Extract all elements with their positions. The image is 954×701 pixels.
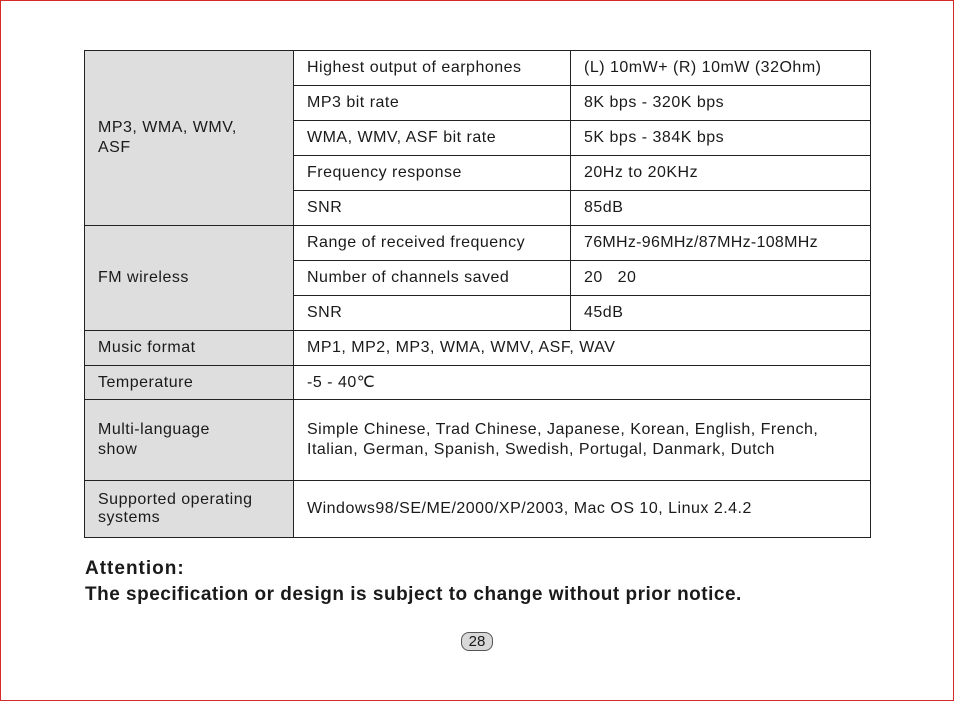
spec-value: 5K bps - 384K bps xyxy=(571,121,871,156)
spec-value-text: Simple Chinese, Trad Chinese, Japanese, Korean, English, French, Italian, German, Spanish, Swedish, Portugal, Danmark, Dutch xyxy=(307,421,819,458)
category-label: MP3, WMA, WMV, ASF xyxy=(98,119,237,156)
spec-label: Music format xyxy=(85,331,294,366)
attention-notice: The specification or design is subject to change without prior notice. xyxy=(85,584,742,605)
spec-label: Temperature xyxy=(85,366,294,400)
table-row xyxy=(85,481,871,538)
specification-table xyxy=(84,50,871,538)
spec-value: (L) 10mW+ (R) 10mW (32Ohm) xyxy=(571,51,871,86)
attention-heading: Attention: xyxy=(85,558,185,579)
table-row xyxy=(85,331,871,366)
spec-value: MP1, MP2, MP3, WMA, WMV, ASF, WAV xyxy=(294,331,871,366)
table-row xyxy=(85,51,871,86)
spec-label: SNR xyxy=(294,191,571,226)
spec-label: WMA, WMV, ASF bit rate xyxy=(294,121,571,156)
spec-label: MP3 bit rate xyxy=(294,86,571,121)
spec-label: Number of channels saved xyxy=(294,261,571,296)
spec-label: Highest output of earphones xyxy=(294,51,571,86)
spec-label: SNR xyxy=(294,296,571,331)
page-number: 28 xyxy=(461,632,493,651)
category-label: FM wireless xyxy=(98,269,189,286)
category-audio xyxy=(85,51,294,226)
spec-value: 8K bps - 320K bps xyxy=(571,86,871,121)
table-row xyxy=(85,366,871,400)
spec-value: -5 - 40℃ xyxy=(294,366,871,400)
spec-value: 76MHz-96MHz/87MHz-108MHz xyxy=(571,226,871,261)
spec-value: 85dB xyxy=(571,191,871,226)
spec-label-text: Multi-language show xyxy=(98,421,210,458)
category-fm xyxy=(85,226,294,331)
spec-value: 20 20 xyxy=(571,261,871,296)
spec-label xyxy=(85,481,294,538)
spec-label: Frequency response xyxy=(294,156,571,191)
spec-value: 20Hz to 20KHz xyxy=(571,156,871,191)
spec-value: 45dB xyxy=(571,296,871,331)
table-row xyxy=(85,400,871,481)
spec-label xyxy=(85,400,294,481)
spec-value: Windows98/SE/ME/2000/XP/2003, Mac OS 10, Linux 2.4.2 xyxy=(294,481,871,538)
spec-value xyxy=(294,400,871,481)
spec-label-text: Supported operating systems xyxy=(98,491,253,526)
spec-label: Range of received frequency xyxy=(294,226,571,261)
table-row xyxy=(85,226,871,261)
